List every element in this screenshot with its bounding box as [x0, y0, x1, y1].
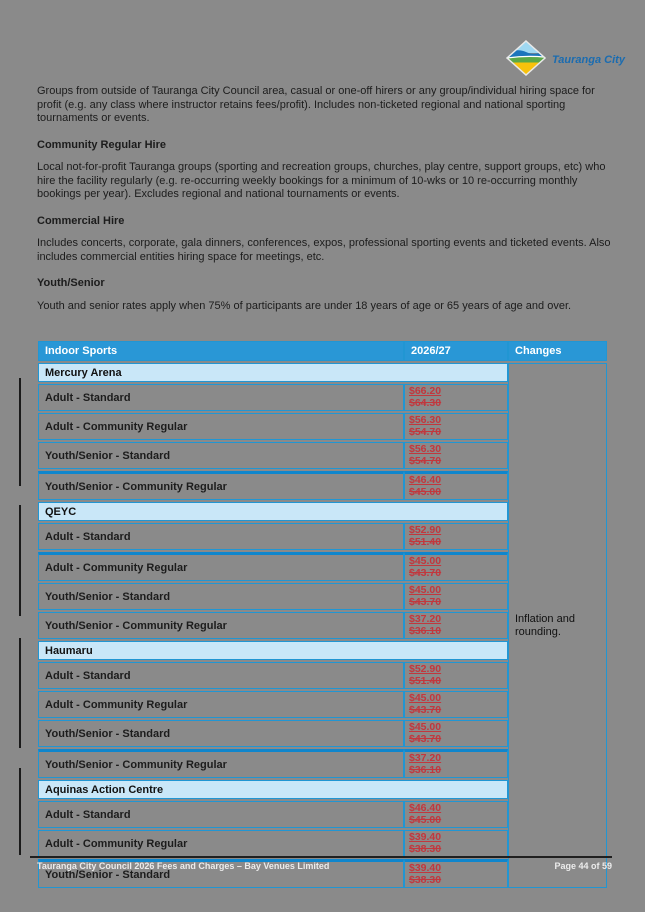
definition-body: Local not-for-profit Tauranga groups (sporting and recreation groups, churches, play centre, support groups, etc) who hire the facility regularly (e.g. re-occurring weekly bookings for a minimum of 10-wks or 10 re-occurring monthly bookings per year). Excludes regional and national tournaments or events.	[37, 161, 606, 200]
fee-old-value: $51.40	[409, 674, 442, 687]
fee-label: Adult - Community Regular	[38, 830, 404, 857]
fee-new-value: $45.00	[409, 692, 442, 704]
change-bar	[19, 638, 21, 748]
table-header-row	[38, 341, 607, 361]
fee-old-value: $43.70	[409, 566, 442, 579]
changes-cell	[508, 363, 607, 888]
footer-page-number: Page 44 of 59	[554, 861, 612, 871]
fee-new-value: $39.40	[409, 862, 442, 874]
definition-heading: Youth/Senior	[37, 277, 105, 289]
fee-new-value: $37.20	[409, 613, 442, 625]
fee-values	[404, 583, 508, 610]
section-title: Aquinas Action Centre	[38, 780, 508, 799]
fee-new-value: $66.20	[409, 385, 442, 397]
fee-old-value: $51.40	[409, 535, 442, 548]
column-header-year: 2026/27	[404, 341, 508, 361]
fee-new-value: $56.30	[409, 414, 442, 426]
fee-values	[404, 801, 508, 828]
tauranga-city-logo	[506, 42, 625, 78]
fee-old-value: $45.00	[409, 813, 442, 826]
fee-label: Adult - Community Regular	[38, 691, 404, 718]
fee-values	[404, 413, 508, 440]
fee-label: Youth/Senior - Standard	[38, 442, 404, 469]
change-bar	[19, 378, 21, 486]
fee-old-value: $43.70	[409, 595, 442, 608]
intro-paragraph: Groups from outside of Tauranga City Council area, casual or one-off hirers or any group/individual hiring space for profit (e.g. any class where instructor retains fees/profit). Includes non-ticketed regional and national sporting tournaments or events.	[37, 85, 595, 124]
fee-label: Youth/Senior - Standard	[38, 720, 404, 747]
definition-body: Youth and senior rates apply when 75% of participants are under 18 years of age or 65 years of age and over.	[37, 299, 572, 312]
section-title: Haumaru	[38, 641, 508, 660]
footer-rule	[30, 856, 612, 858]
fee-old-value: $36.10	[409, 624, 442, 637]
page-footer	[37, 861, 612, 871]
column-header-indoor-sports: Indoor Sports	[38, 341, 404, 361]
fee-values	[404, 442, 508, 469]
fee-new-value: $52.90	[409, 524, 442, 536]
section-row	[38, 363, 607, 382]
definition-heading: Commercial Hire	[37, 214, 125, 227]
fee-label: Adult - Standard	[38, 801, 404, 828]
fee-new-value: $37.20	[409, 752, 442, 764]
fee-old-value: $43.70	[409, 703, 442, 716]
fee-old-value: $64.30	[409, 396, 442, 409]
fee-label: Youth/Senior - Standard	[38, 859, 404, 888]
definitions-block	[37, 85, 613, 313]
fee-new-value: $45.00	[409, 721, 442, 733]
fee-label: Youth/Senior - Community Regular	[38, 471, 404, 500]
fee-values	[404, 523, 508, 550]
fee-old-value: $38.30	[409, 842, 442, 855]
fee-new-value: $56.30	[409, 443, 442, 455]
fee-old-value: $38.30	[409, 873, 442, 886]
fee-values	[404, 830, 508, 857]
fee-new-value: $39.40	[409, 831, 442, 843]
fee-label: Adult - Community Regular	[38, 413, 404, 440]
fee-label: Adult - Standard	[38, 662, 404, 689]
fee-new-value: $45.00	[409, 555, 442, 567]
fee-old-value: $43.70	[409, 732, 442, 745]
fee-new-value: $52.90	[409, 663, 442, 675]
fee-values	[404, 662, 508, 689]
change-bar	[19, 768, 21, 855]
fee-values	[404, 749, 508, 778]
fee-old-value: $54.70	[409, 454, 442, 467]
fee-old-value: $54.70	[409, 425, 442, 438]
section-title: QEYC	[38, 502, 508, 521]
fee-values	[404, 691, 508, 718]
fee-label: Adult - Community Regular	[38, 552, 404, 581]
fee-old-value: $45.00	[409, 485, 442, 498]
fee-label: Adult - Standard	[38, 384, 404, 411]
change-bar	[19, 505, 21, 616]
fee-label: Adult - Standard	[38, 523, 404, 550]
section-title: Mercury Arena	[38, 363, 508, 382]
fee-old-value: $36.10	[409, 763, 442, 776]
footer-document-title: Tauranga City Council 2026 Fees and Charges – Bay Venues Limited	[37, 861, 330, 871]
fee-values	[404, 552, 508, 581]
logo-text: Tauranga City	[552, 54, 625, 66]
fee-values	[404, 720, 508, 747]
fee-label: Youth/Senior - Community Regular	[38, 749, 404, 778]
fee-values	[404, 471, 508, 500]
changes-note: Inflation and rounding.	[515, 612, 575, 638]
fees-table	[38, 339, 607, 890]
fee-label: Youth/Senior - Standard	[38, 583, 404, 610]
fee-new-value: $45.00	[409, 584, 442, 596]
fee-new-value: $46.40	[409, 802, 442, 814]
fee-new-value: $46.40	[409, 474, 442, 486]
fee-values	[404, 384, 508, 411]
fee-values	[404, 612, 508, 639]
fee-label: Youth/Senior - Community Regular	[38, 612, 404, 639]
definition-body: Includes concerts, corporate, gala dinners, conferences, expos, professional sporting events and ticketed events. Also includes commercial entities hiring space for meetings, etc.	[37, 237, 611, 263]
logo-diamond-icon	[506, 40, 546, 81]
definition-heading: Community Regular Hire	[37, 138, 166, 151]
column-header-changes: Changes	[508, 341, 607, 361]
